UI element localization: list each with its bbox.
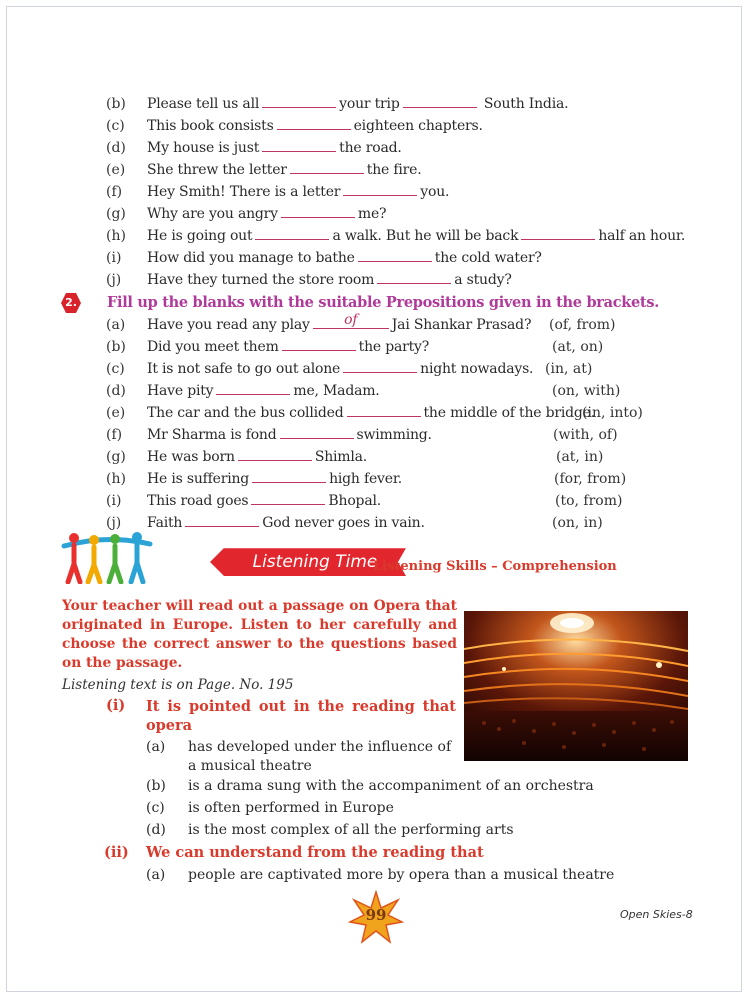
sentence-part: eighteen chapters.	[353, 118, 483, 134]
answer-blank[interactable]	[251, 490, 325, 505]
item-sentence	[147, 159, 421, 181]
sentence-part: swimming.	[356, 427, 432, 443]
list-item	[0, 380, 750, 402]
option-label: (a)	[146, 739, 166, 755]
answer-blank[interactable]	[281, 203, 355, 218]
listening-instruction: Your teacher will read out a passage on Opera that originated in Europe. Listen to her carefully and choose the correct answer to the questions based on the passage.	[62, 598, 457, 671]
list-item	[0, 424, 750, 446]
option-label: (c)	[146, 800, 165, 816]
answer-blank[interactable]	[262, 137, 336, 152]
item-sentence	[147, 402, 595, 424]
list-item	[0, 203, 750, 225]
sentence-part: you.	[420, 184, 450, 200]
option-item[interactable]	[146, 821, 596, 841]
options-hint: (on, with)	[552, 383, 621, 399]
option-item[interactable]	[146, 866, 615, 886]
options-hint: (for, from)	[554, 471, 627, 487]
sentence-part: night nowadays.	[420, 361, 534, 377]
list-item	[0, 247, 750, 269]
item-sentence	[147, 424, 432, 446]
answer-blank[interactable]	[343, 358, 417, 373]
sentence-part: Bhopal.	[328, 493, 381, 509]
option-item[interactable]	[146, 738, 466, 776]
children-icon	[60, 530, 155, 584]
list-item	[0, 93, 750, 115]
option-text: people are captivated more by opera than a musical theatre	[188, 867, 615, 883]
sentence-part: high fever.	[329, 471, 403, 487]
item-label: (a)	[106, 317, 126, 333]
sentence-part: This road goes	[147, 493, 249, 509]
sentence-part: He is going out	[147, 228, 253, 244]
item-sentence	[147, 181, 449, 203]
item-label: (h)	[106, 228, 126, 244]
list-item	[0, 490, 750, 512]
answer-blank[interactable]	[277, 115, 351, 130]
option-text: has developed under the influence of a musical theatre	[188, 739, 452, 774]
item-label: (d)	[106, 383, 126, 399]
sentence-part: Faith	[147, 515, 183, 531]
answer-blank[interactable]	[403, 93, 477, 108]
sentence-part: a study?	[454, 272, 512, 288]
sentence-part: Shimla.	[314, 449, 368, 465]
answer-blank[interactable]	[216, 380, 290, 395]
options-hint: (to, from)	[555, 493, 623, 509]
sentence-part: He is suffering	[147, 471, 250, 487]
section2-header	[0, 292, 750, 314]
book-title: Open Skies-8	[620, 908, 693, 921]
item-label: (i)	[106, 250, 122, 266]
answer-blank[interactable]	[377, 269, 451, 284]
option-item[interactable]	[146, 777, 596, 797]
sentence-part: the cold water?	[434, 250, 542, 266]
sentence-part: It is not safe to go out alone	[147, 361, 341, 377]
sentence-part: Have you read any play	[147, 317, 310, 333]
question-text: We can understand from the reading that	[146, 844, 484, 861]
exercise-number: 2.	[65, 296, 77, 309]
answer-blank[interactable]	[185, 512, 259, 527]
option-text: is often performed in Europe	[188, 800, 394, 816]
listening-subtitle: Listening Skills – Comprehension	[373, 559, 617, 574]
list-item	[0, 225, 750, 247]
item-sentence	[147, 225, 685, 247]
list-item	[0, 446, 750, 468]
answer-blank[interactable]	[280, 424, 354, 439]
item-label: (j)	[106, 272, 122, 288]
list-item	[0, 159, 750, 181]
page-number: 99	[365, 906, 387, 924]
question-number: (ii)	[104, 844, 129, 861]
item-label: (f)	[106, 427, 123, 443]
sentence-part: South India.	[483, 96, 569, 112]
sentence-part: The car and the bus collided	[147, 405, 344, 421]
item-sentence	[147, 269, 512, 291]
opera-house-image	[464, 611, 688, 761]
item-sentence	[147, 314, 531, 336]
item-sentence	[147, 203, 386, 225]
option-item[interactable]	[146, 799, 596, 819]
options-hint: (in, into)	[582, 405, 643, 421]
item-label: (d)	[106, 140, 126, 156]
sentence-part: the party?	[358, 339, 430, 355]
sentence-part: Did you meet them	[147, 339, 279, 355]
answer-blank[interactable]	[358, 247, 432, 262]
item-sentence	[147, 247, 542, 269]
item-label: (b)	[106, 96, 126, 112]
sentence-part: your trip	[339, 96, 400, 112]
options-hint: (with, of)	[553, 427, 618, 443]
answer-blank[interactable]	[252, 468, 326, 483]
item-label: (c)	[106, 361, 125, 377]
sentence-part: the road.	[339, 140, 402, 156]
sentence-part: She threw the letter	[147, 162, 287, 178]
item-label: (c)	[106, 118, 125, 134]
list-item	[0, 314, 750, 336]
item-label: (f)	[106, 184, 123, 200]
sentence-part: half an hour.	[598, 228, 686, 244]
list-item	[0, 115, 750, 137]
item-sentence	[147, 490, 381, 512]
item-label: (g)	[106, 449, 126, 465]
option-text: is the most complex of all the performing arts	[188, 822, 514, 838]
sentence-part: Hey Smith! There is a letter	[147, 184, 341, 200]
sentence-part: Why are you angry	[147, 206, 278, 222]
option-text: is a drama sung with the accompaniment of an orchestra	[188, 778, 594, 794]
question-text: It is pointed out in the reading that opera	[146, 698, 456, 734]
item-sentence	[147, 93, 568, 115]
list-item	[0, 402, 750, 424]
options-hint: (at, on)	[552, 339, 604, 355]
sentence-part: This book consists	[147, 118, 274, 134]
item-sentence	[147, 336, 429, 358]
listening-banner-title: Listening Time	[252, 552, 378, 572]
answer-blank[interactable]	[262, 93, 336, 108]
list-item	[0, 137, 750, 159]
option-label: (a)	[146, 867, 166, 883]
item-sentence	[147, 358, 533, 380]
listening-header	[60, 528, 700, 588]
item-label: (j)	[106, 515, 122, 531]
sentence-part: the middle of the bridge.	[423, 405, 595, 421]
answer-blank[interactable]	[343, 181, 417, 196]
answer-blank[interactable]	[290, 159, 364, 174]
sentence-part: Please tell us all	[147, 96, 260, 112]
item-label: (b)	[106, 339, 126, 355]
sentence-part: me?	[357, 206, 387, 222]
sentence-part: How did you manage to bathe	[147, 250, 355, 266]
options-hint: (on, in)	[552, 515, 603, 531]
item-sentence	[147, 446, 367, 468]
question-number: (i)	[106, 697, 126, 714]
list-item	[0, 181, 750, 203]
sentence-part: Mr Sharma is fond	[147, 427, 277, 443]
answer-blank[interactable]	[313, 314, 389, 329]
list-item	[0, 358, 750, 380]
listening-text-reference: Listening text is on Page. No. 195	[62, 677, 294, 693]
item-sentence	[147, 380, 380, 402]
sentence-part: the fire.	[366, 162, 422, 178]
options-hint: (in, at)	[545, 361, 593, 377]
sentence-part: me, Madam.	[293, 383, 380, 399]
option-label: (b)	[146, 778, 166, 794]
sentence-part: God never goes in vain.	[262, 515, 425, 531]
list-item	[0, 336, 750, 358]
sentence-part: Have they turned the store room	[147, 272, 375, 288]
answer-blank[interactable]	[521, 225, 595, 240]
item-sentence	[147, 468, 402, 490]
item-label: (e)	[106, 405, 126, 421]
option-label: (d)	[146, 822, 166, 838]
options-hint: (at, in)	[556, 449, 604, 465]
item-sentence	[147, 137, 402, 159]
sentence-part: a walk. But he will be back	[332, 228, 519, 244]
item-label: (h)	[106, 471, 126, 487]
item-label: (g)	[106, 206, 126, 222]
answer-blank[interactable]	[347, 402, 421, 417]
blank-answer: of	[344, 312, 358, 328]
item-label: (i)	[106, 493, 122, 509]
section-title: Fill up the blanks with the suitable Prepositions given in the brackets.	[107, 294, 659, 311]
sentence-part: My house is just	[147, 140, 260, 156]
list-item	[0, 468, 750, 490]
options-hint: (of, from)	[549, 317, 616, 333]
list-item	[0, 269, 750, 291]
item-sentence	[147, 115, 483, 137]
answer-blank[interactable]	[255, 225, 329, 240]
answer-blank[interactable]	[238, 446, 312, 461]
sentence-part: Have pity	[147, 383, 214, 399]
sentence-part: He was born	[147, 449, 235, 465]
item-label: (e)	[106, 162, 126, 178]
sentence-part: Jai Shankar Prasad?	[391, 317, 532, 333]
answer-blank[interactable]	[282, 336, 356, 351]
